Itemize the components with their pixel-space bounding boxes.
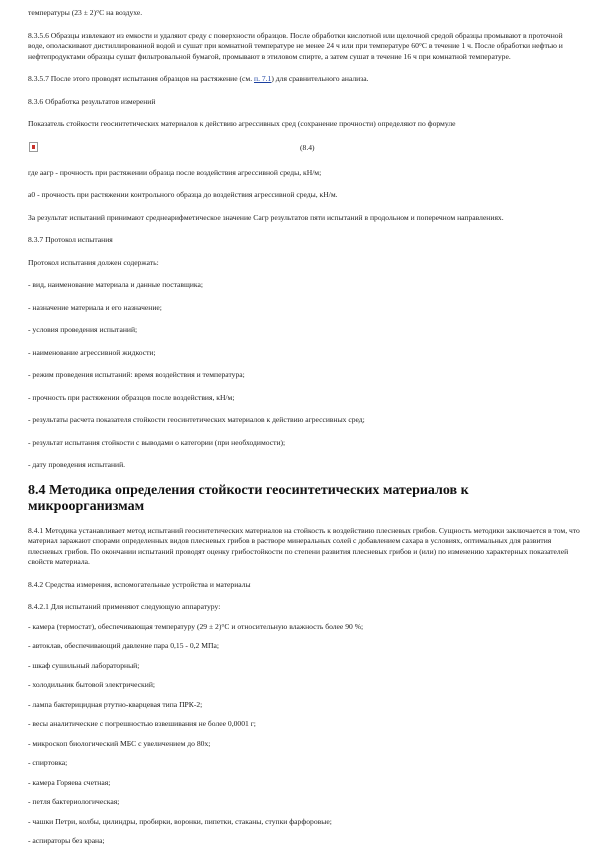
paragraph-8-4-2-title: 8.4.2 Средства измерения, вспомогательные устройства и материалы bbox=[28, 579, 251, 589]
paragraph-8-3-5-7 bbox=[28, 74, 580, 85]
paragraph-8-3-5-7-start: 8.3.5.7 После этого проводят испытания образцов на растяжение (см. bbox=[28, 74, 254, 83]
paragraph-8-4-2-1: 8.4.2.1 Для испытаний применяют следующую аппаратуру: bbox=[28, 602, 221, 611]
paragraph-8-3-7-title: 8.3.7 Протокол испытания bbox=[28, 235, 113, 244]
list-item-equipment-8: - спиртовка; bbox=[28, 758, 68, 767]
list-item-equipment-10: - петля бактериологическая; bbox=[28, 797, 120, 806]
section-heading-8-4: 8.4 Методика определения стойкости геосинтетических материалов к микроорганизмам bbox=[28, 482, 469, 514]
paragraph-result: За результат испытаний принимают среднеарифметическое значение Сагр результатов пяти испытаний в продольном и поперечном направлениях. bbox=[28, 212, 504, 222]
list-item-equipment-2: - автоклав, обеспечивающий давление пара 0,15 - 0,2 МПа; bbox=[28, 641, 219, 650]
list-item-equipment-12: - аспираторы без крана; bbox=[28, 836, 105, 845]
paragraph-a0: a0 - прочность при растяжении контрольного образца до воздействия агрессивной среды, кН/м. bbox=[28, 190, 338, 199]
list-item-equipment-4: - холодильник бытовой электрический; bbox=[28, 680, 155, 689]
formula-row bbox=[28, 142, 580, 162]
paragraph-8-3-6-title: 8.3.6 Обработка результатов измерений bbox=[28, 96, 156, 106]
paragraph-8-3-5-6: 8.3.5.6 Образцы извлекают из емкости и удаляют среду с поверхности образцов. После обработки кислотной или щелочной средой образцы промывают в проточной воде, ополаскивают дистиллированной водой и сушат при комнатной температуре не менее 24 ч или при температуре 60°С в течение 1 ч. После обработки нефтью и нефтепродуктами образцы сушат фильтровальной бумагой, промывают в этиловом спирте, а затем сушат в течение 16 ч при комнатной температуре. bbox=[28, 30, 563, 61]
list-item-equipment-1: - камера (термостат), обеспечивающая температуру (29 ± 2)°С и относительную влажность более 90 %; bbox=[28, 621, 364, 631]
paragraph-where-aagr: где aагр - прочность при растяжении образца после воздействия агрессивной среды, кН/м; bbox=[28, 167, 322, 177]
list-item-protocol-7: - результаты расчета показателя стойкости геосинтетических материалов к действию агрессивных сред; bbox=[28, 415, 365, 424]
paragraph-8-4-1: 8.4.1 Методика устанавливает метод испытаний геосинтетических материалов на стойкость к воздействию плесневых грибов. Сущность методики заключается в том, что материал заражают спорами определенных видов плесневых грибов в растворе минеральных солей с добавлением сахара в условиях, оптимальных для развития плесневых грибов. По окончании испытаний проводят оценку грибостойкости по степени развития плесневых грибов и (или) по изменению характерных показателей свойств материала. bbox=[28, 525, 580, 566]
section-7-1-link[interactable]: п. 7.1 bbox=[254, 74, 272, 83]
paragraph-protocol-intro: Протокол испытания должен содержать: bbox=[28, 257, 159, 267]
list-item-equipment-9: - камера Горяева счетная; bbox=[28, 777, 111, 787]
list-item-equipment-11: - чашки Петри, колбы, цилиндры, пробирки, воронки, пипетки, стаканы, ступки фарфоровые; bbox=[28, 816, 332, 826]
list-item-equipment-6: - весы аналитические с погрешностью взвешивания не более 0,0001 г; bbox=[28, 719, 256, 728]
list-item-protocol-4: - наименование агрессивной жидкости; bbox=[28, 347, 156, 357]
list-item-protocol-2: - назначение материала и его назначение; bbox=[28, 302, 162, 312]
paragraph-8-3-5-7-end: ) для сравнительного анализа. bbox=[271, 74, 369, 83]
document-page bbox=[28, 8, 580, 856]
list-item-equipment-7: - микроскоп биологический МБС с увеличением до 80х; bbox=[28, 738, 211, 748]
list-item-equipment-5: - лампа бактерицидная ртутно-кварцевая типа ПРК-2; bbox=[28, 699, 203, 709]
list-item-protocol-8: - результат испытания стойкости с выводами о категории (при необходимости); bbox=[28, 437, 286, 447]
paragraph-temperature-tail: температуры (23 ± 2)°С на воздухе. bbox=[28, 8, 143, 17]
formula-number: (8.4) bbox=[300, 142, 315, 152]
list-item-protocol-1: - вид, наименование материала и данные поставщика; bbox=[28, 280, 203, 289]
list-item-protocol-9: - дату проведения испытаний. bbox=[28, 460, 126, 469]
list-item-equipment-3: - шкаф сушильный лабораторный; bbox=[28, 660, 140, 670]
list-item-protocol-3: - условия проведения испытаний; bbox=[28, 325, 138, 334]
paragraph-formula-intro: Показатель стойкости геосинтетических материалов к действию агрессивных сред (сохранение прочности) определяют по формуле bbox=[28, 119, 456, 128]
list-item-protocol-5: - режим проведения испытаний: время воздействия и температура; bbox=[28, 370, 245, 379]
formula-image-placeholder-icon bbox=[29, 142, 38, 152]
list-item-protocol-6: - прочность при растяжении образцов после воздействия, кН/м; bbox=[28, 392, 235, 402]
